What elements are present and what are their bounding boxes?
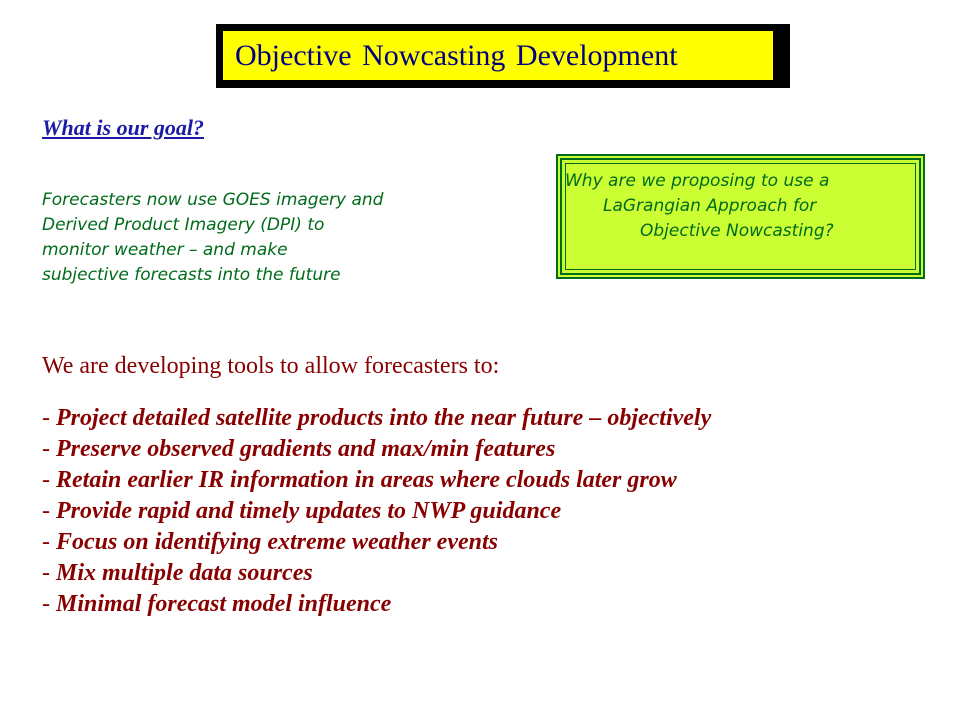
goal-line: Derived Product Imagery (DPI) to xyxy=(42,215,325,235)
tools-list xyxy=(42,403,711,620)
bullet-dash: - xyxy=(42,405,50,431)
goal-description xyxy=(42,188,542,288)
list-item-text: Minimal forecast model influence xyxy=(56,591,392,617)
bullet-dash: - xyxy=(42,591,50,617)
goal-line: Forecasters now use GOES imagery and xyxy=(42,190,384,210)
goal-line: monitor weather – and make xyxy=(42,240,288,260)
bullet-dash: - xyxy=(42,436,50,462)
list-item xyxy=(42,527,711,558)
list-item xyxy=(42,403,711,434)
list-item-text: Retain earlier IR information in areas where clouds later grow xyxy=(56,467,677,493)
goal-heading: What is our goal? xyxy=(42,115,204,140)
list-item-text: Provide rapid and timely updates to NWP guidance xyxy=(56,498,562,524)
bullet-dash: - xyxy=(42,560,50,586)
why-callout-text xyxy=(565,169,834,244)
title-banner xyxy=(216,24,790,88)
slide-title: Objective Nowcasting Development xyxy=(221,29,775,82)
list-item-text: Focus on identifying extreme weather events xyxy=(56,529,498,555)
why-line: LaGrangian Approach for xyxy=(603,196,817,216)
bullet-dash: - xyxy=(42,529,50,555)
bullet-dash: - xyxy=(42,467,50,493)
why-line: Why are we proposing to use a xyxy=(565,171,830,191)
list-item xyxy=(42,434,711,465)
list-item-text: Mix multiple data sources xyxy=(56,560,313,586)
list-item-text: Project detailed satellite products into the near future – objectively xyxy=(56,405,712,431)
list-item-text: Preserve observed gradients and max/min features xyxy=(56,436,556,462)
bullet-dash: - xyxy=(42,498,50,524)
why-line: Objective Nowcasting? xyxy=(640,221,834,241)
list-item xyxy=(42,589,711,620)
list-item xyxy=(42,465,711,496)
tools-intro: We are developing tools to allow forecasters to: xyxy=(42,353,500,379)
list-item xyxy=(42,496,711,527)
goal-line: subjective forecasts into the future xyxy=(42,265,341,285)
list-item xyxy=(42,558,711,589)
